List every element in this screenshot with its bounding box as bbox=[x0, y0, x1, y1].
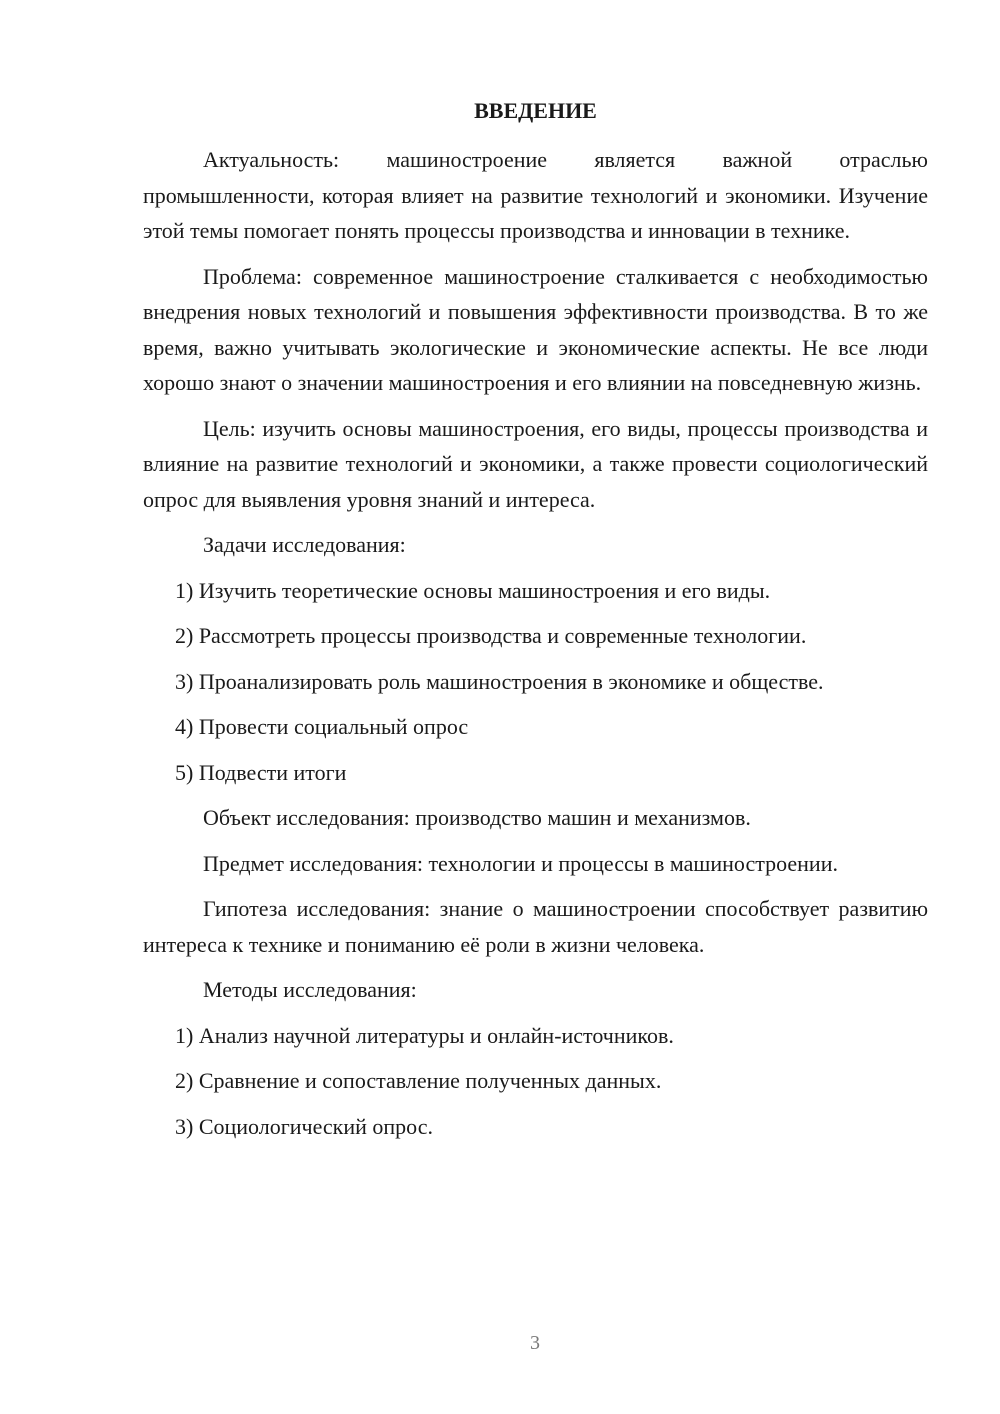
methods-heading: Методы исследования: bbox=[203, 977, 417, 1002]
page-title: ВВЕДЕНИЕ bbox=[474, 98, 597, 123]
object-paragraph: Объект исследования: производство машин и механизмов. bbox=[203, 805, 751, 830]
page-number: 3 bbox=[530, 1332, 540, 1354]
method-item: 2) Сравнение и сопоставление полученных данных. bbox=[175, 1068, 662, 1093]
method-item: 3) Социологический опрос. bbox=[175, 1113, 433, 1139]
hypothesis-paragraph: Гипотеза исследования: знание о машиностроении способствует развитию интереса к технике и пониманию её роли в жизни человека. bbox=[143, 896, 928, 957]
method-item: 1) Анализ научной литературы и онлайн-источников. bbox=[175, 1022, 674, 1048]
task-item: 1) Изучить теоретические основы машиностроения и его виды. bbox=[175, 577, 771, 603]
goal-paragraph: Цель: изучить основы машиностроения, его виды, процессы производства и влияние на развитие технологий и экономики, а также провести социологический опрос для выявления уровня знаний и интереса. bbox=[143, 415, 928, 512]
task-item: 4) Провести социальный опрос bbox=[175, 714, 469, 739]
problem-paragraph: Проблема: современное машиностроение сталкивается с необходимостью внедрения новых технологий и повышения эффективности производства. В то же время, важно учитывать экологические и экономические аспекты. Не все люди хорошо знают о значении машиностроения и его влиянии на повседневную жизнь. bbox=[143, 263, 928, 395]
subject-paragraph: Предмет исследования: технологии и процессы в машиностроении. bbox=[203, 850, 838, 876]
document-body bbox=[143, 142, 928, 1154]
task-item: 2) Рассмотреть процессы производства и современные технологии. bbox=[175, 623, 807, 648]
task-item: 3) Проанализировать роль машиностроения в экономике и обществе. bbox=[175, 668, 824, 694]
tasks-heading: Задачи исследования: bbox=[203, 532, 406, 557]
task-item: 5) Подвести итоги bbox=[175, 759, 347, 785]
relevance-paragraph: Актуальность: машиностроение является важной отраслью промышленности, которая влияет на развитие технологий и экономики. Изучение этой темы помогает понять процессы производства и инновации в технике. bbox=[143, 147, 928, 243]
